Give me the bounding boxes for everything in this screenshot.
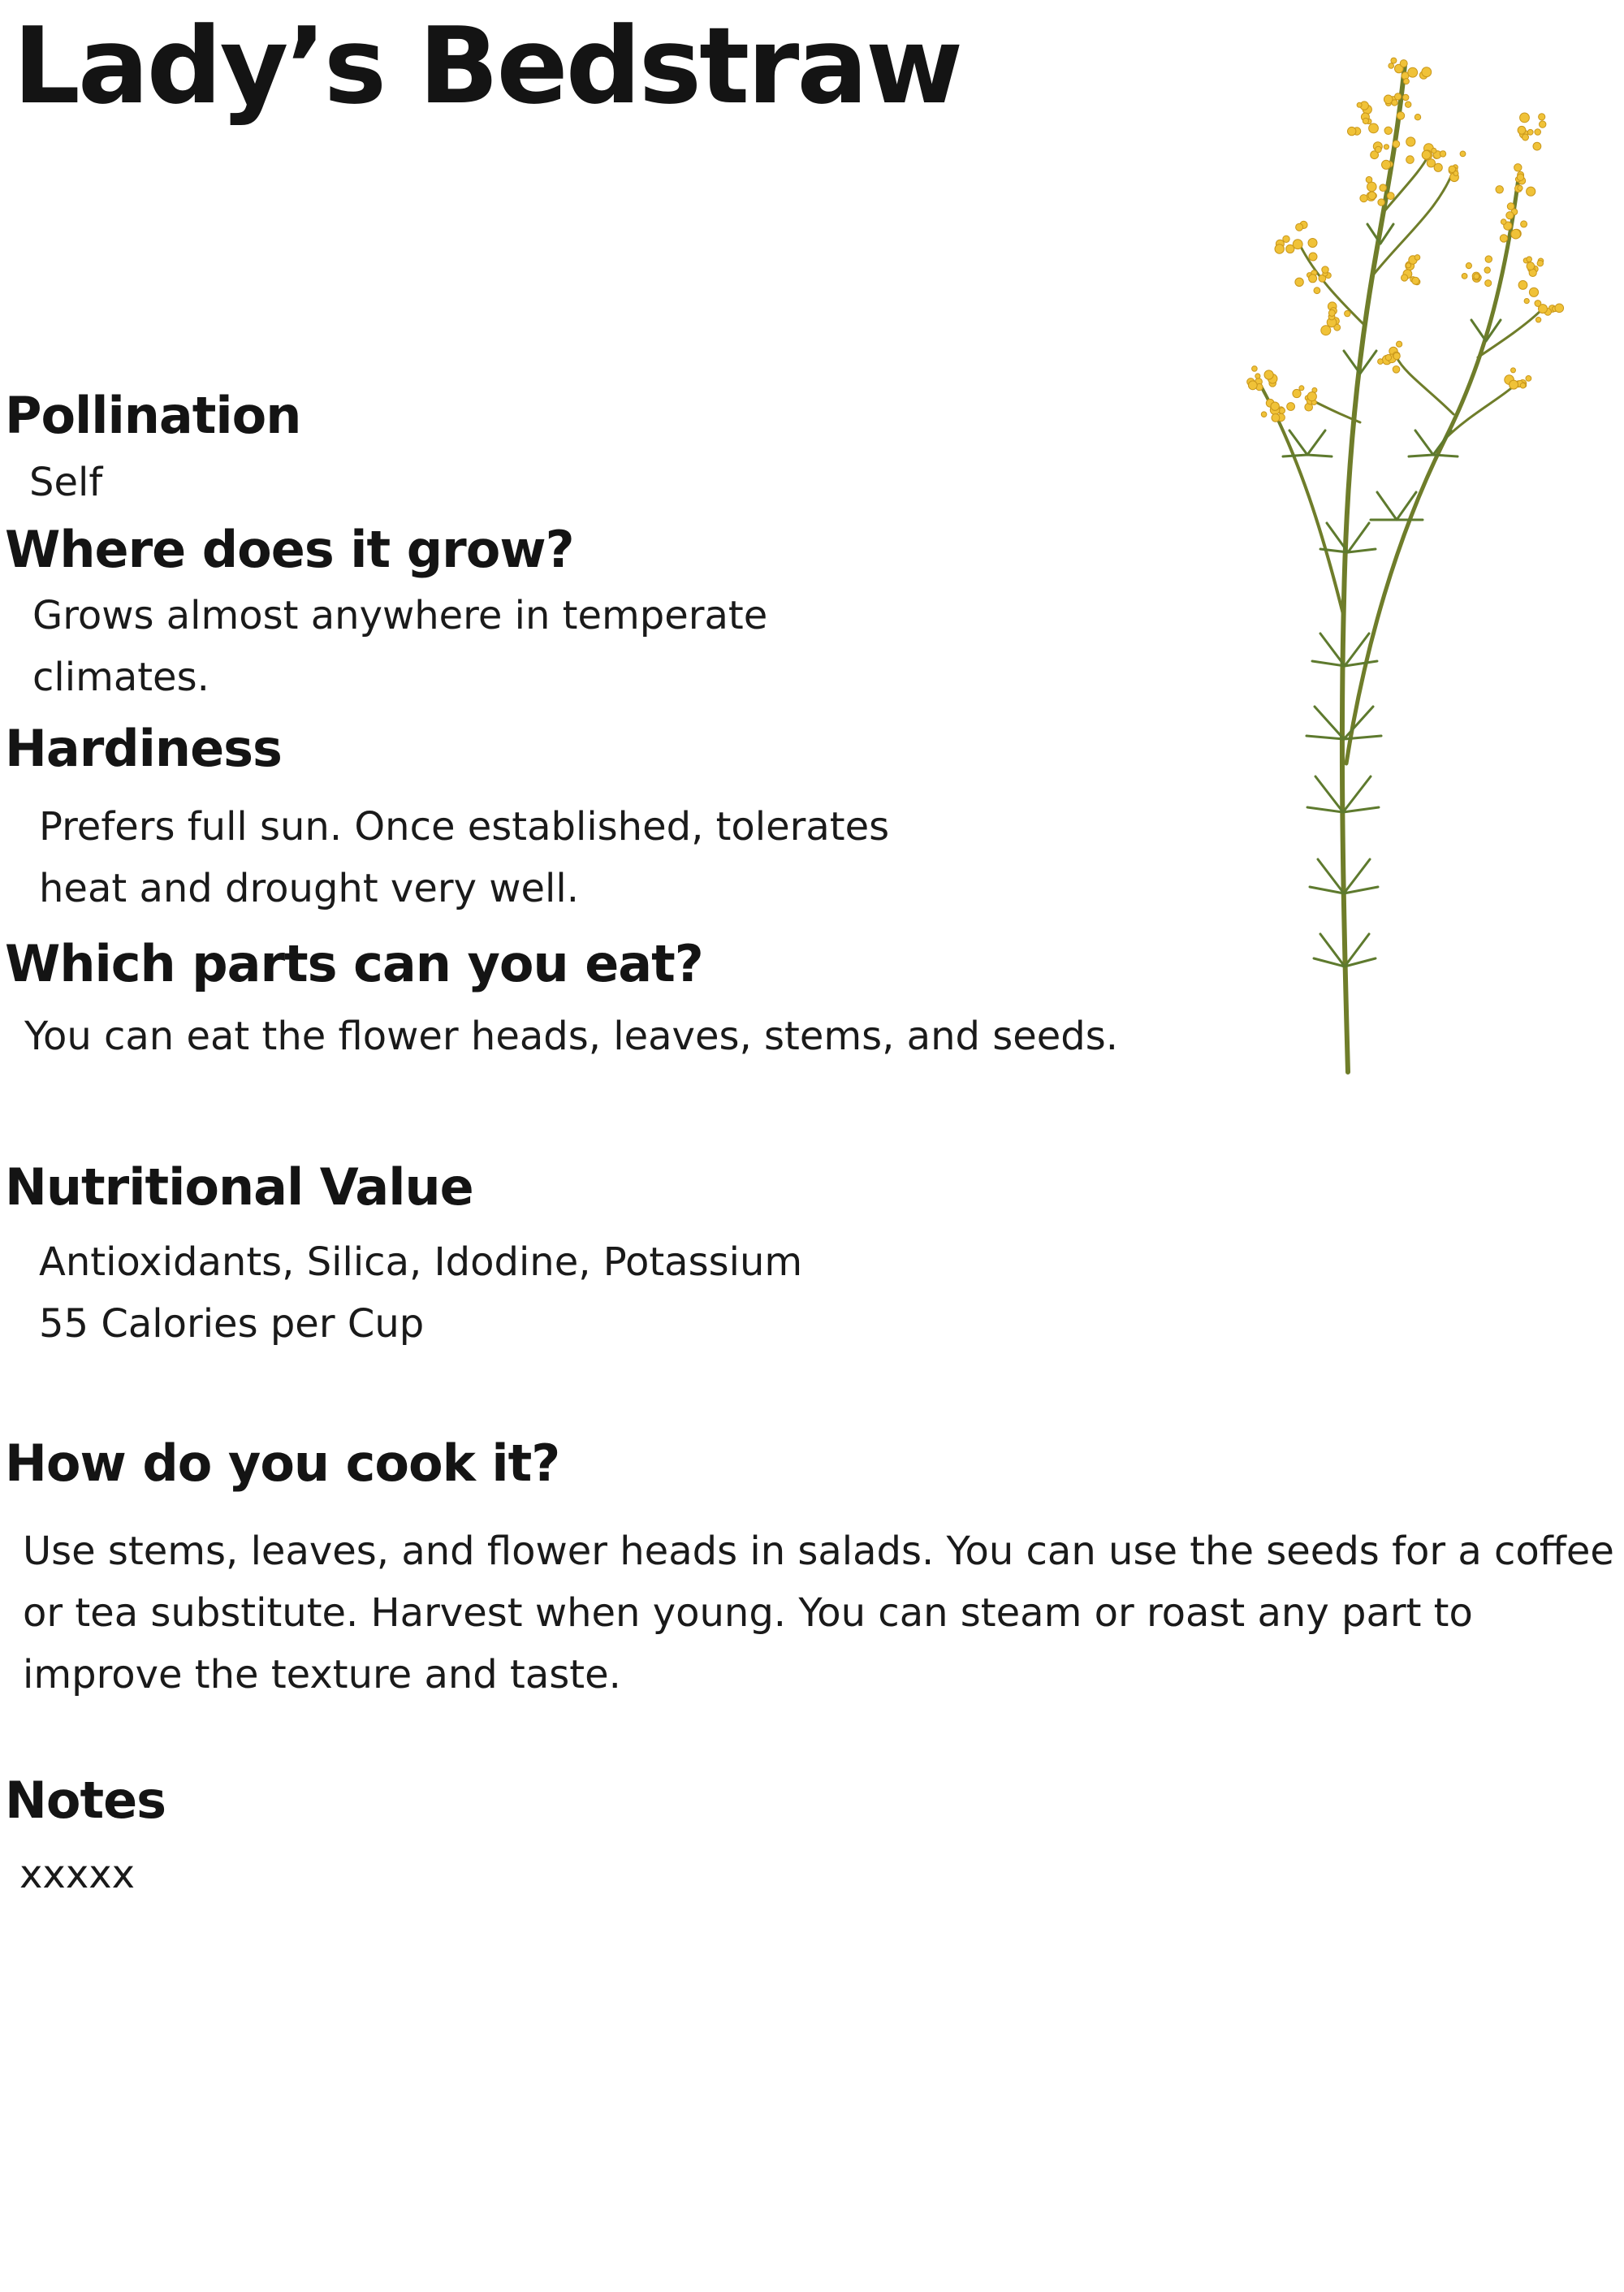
hardiness-text (39, 796, 889, 919)
flower-blossom (1540, 121, 1546, 128)
heading-nutrition: Nutritional Value (5, 1157, 473, 1217)
flower-blossom (1511, 229, 1521, 239)
flower-blossom (1403, 94, 1409, 100)
flower-blossom (1526, 376, 1531, 382)
flower-blossom (1466, 263, 1471, 269)
flower-blossom (1395, 93, 1402, 100)
flower-blossom (1500, 235, 1507, 242)
flower-blossom (1299, 386, 1304, 391)
flower-blossom (1415, 115, 1420, 120)
flower-blossom (1422, 67, 1432, 77)
where-grow-line: climates. (32, 655, 209, 700)
flower-blossom (1535, 301, 1541, 307)
flower-blossom (1539, 114, 1545, 120)
flower-blossom (1397, 341, 1402, 347)
flower-blossom (1527, 187, 1535, 196)
flower-blossom (1474, 274, 1479, 279)
flower-blossom (1366, 176, 1372, 183)
flower-blossom (1533, 142, 1541, 150)
flower-blossom (1255, 374, 1260, 378)
nutrition-text (39, 1231, 802, 1355)
flower-blossom (1261, 412, 1267, 417)
plant-image (1210, 32, 1583, 1088)
flower-blossom (1432, 148, 1436, 153)
where-grow-line: Grows almost anywhere in temperate (32, 593, 768, 638)
flower-blossom (1382, 160, 1391, 169)
flower-blossom (1555, 304, 1564, 313)
flower-blossom (1348, 127, 1356, 135)
flower-blossom (1393, 366, 1400, 374)
heading-edible-parts: Which parts can you eat? (5, 934, 703, 993)
flower-blossom (1345, 310, 1350, 316)
flower-blossom (1392, 100, 1397, 106)
nutrition-line: Antioxidants, Silica, Idodine, Potassium (39, 1239, 803, 1285)
flower-blossom (1529, 288, 1538, 296)
flower-blossom (1389, 63, 1394, 69)
flower-blossom (1357, 102, 1362, 107)
cooking-line: or tea substitute. Harvest when young. You can steam or roast any part to (23, 1590, 1473, 1636)
flower-blossom (1322, 266, 1328, 273)
flower-blossom (1360, 195, 1367, 202)
flower-blossom (1406, 102, 1411, 107)
flower-blossom (1412, 277, 1419, 284)
flower-blossom (1385, 355, 1391, 361)
flower-blossom (1501, 219, 1506, 225)
flower-blossom (1376, 146, 1382, 153)
flower-blossom (1363, 118, 1368, 123)
flower-blossom (1402, 275, 1408, 281)
flower-blossom (1484, 267, 1490, 273)
flower-blossom (1520, 113, 1530, 123)
heading-where-grow: Where does it grow? (5, 520, 574, 579)
flower-blossom (1380, 184, 1387, 192)
flower-blossom (1293, 240, 1302, 249)
flower-blossom (1514, 164, 1522, 171)
flower-blossom (1485, 256, 1492, 262)
flower-blossom (1517, 174, 1523, 180)
flower-blossom (1271, 402, 1279, 410)
flower-blossom (1507, 203, 1514, 210)
flower-blossom (1321, 326, 1331, 335)
flower-blossom (1527, 129, 1533, 135)
flower-blossom (1462, 274, 1467, 279)
flower-blossom (1460, 151, 1466, 157)
flower-blossom (1368, 192, 1376, 200)
flower-blossom (1485, 280, 1492, 287)
nutrition-line: 55 Calories per Cup (39, 1301, 425, 1347)
flower-blossom (1314, 288, 1320, 294)
page-title: Lady’s Bedstraw (13, 4, 961, 128)
cooking-line: improve the texture and taste. (23, 1652, 621, 1697)
flower-blossom (1275, 244, 1284, 253)
where-grow-text (32, 585, 767, 708)
flower-blossom (1535, 318, 1540, 322)
flower-blossom (1283, 236, 1289, 242)
flower-blossom (1369, 123, 1379, 133)
flower-blossom (1309, 253, 1317, 261)
edible-parts-text (24, 1005, 1118, 1067)
flower-blossom (1307, 392, 1316, 401)
flower-blossom (1520, 383, 1526, 388)
flower-blossom (1527, 262, 1535, 270)
flower-blossom (1440, 151, 1445, 157)
flower-blossom (1518, 281, 1527, 290)
flower-blossom (1510, 380, 1518, 389)
hardiness-line: Prefers full sun. Once established, tolerates (39, 804, 890, 850)
flower-blossom (1384, 127, 1392, 134)
flower-blossom (1496, 186, 1503, 193)
flower-blossom (1415, 255, 1420, 261)
flower-blossom (1422, 150, 1431, 159)
flower-blossom (1248, 381, 1257, 390)
flower-blossom (1524, 299, 1529, 304)
flower-blossom (1522, 134, 1529, 141)
edible-parts-line: You can eat the flower heads, leaves, stems, and seeds. (24, 1014, 1119, 1059)
flower-blossom (1378, 359, 1384, 365)
flower-blossom (1293, 389, 1301, 397)
notes-line: xxxxx (19, 1852, 136, 1897)
pollination-line: Self (29, 460, 103, 505)
flower-blossom (1295, 278, 1303, 286)
flower-blossom (1434, 163, 1442, 171)
flower-blossom (1400, 60, 1407, 67)
flower-blossom (1378, 199, 1384, 205)
flower-blossom (1408, 67, 1418, 77)
flower-blossom (1518, 126, 1526, 134)
flower-blossom (1367, 182, 1377, 192)
pollination-text (29, 452, 102, 513)
notes-text (19, 1844, 135, 1905)
flower-blossom (1296, 223, 1303, 231)
flower-blossom (1518, 185, 1522, 190)
flower-blossom (1308, 239, 1317, 248)
flower-blossom (1252, 366, 1258, 372)
heading-cooking: How do you cook it? (5, 1434, 560, 1493)
flower-blossom (1393, 141, 1400, 148)
heading-notes: Notes (5, 1771, 166, 1830)
flower-blossom (1387, 192, 1394, 200)
flower-blossom (1406, 137, 1415, 146)
flower-blossom (1521, 221, 1527, 227)
flower-blossom (1406, 156, 1415, 164)
flower-blossom (1406, 263, 1410, 268)
heading-pollination: Pollination (5, 386, 301, 445)
flower-blossom (1272, 414, 1280, 422)
flower-blossom (1391, 58, 1397, 63)
flower-blossom (1287, 403, 1295, 411)
flower-blossom (1309, 275, 1317, 283)
flower-blossom (1506, 212, 1514, 219)
flower-blossom (1527, 257, 1532, 262)
flower-blossom (1393, 352, 1400, 359)
flower-blossom (1384, 145, 1389, 149)
flower-blossom (1403, 79, 1409, 84)
heading-hardiness: Hardiness (5, 719, 282, 778)
flower-blossom (1328, 309, 1335, 316)
flower-blossom (1535, 129, 1541, 136)
flower-blossom (1397, 112, 1404, 119)
cooking-text (23, 1520, 1614, 1706)
flower-blossom (1449, 166, 1455, 172)
flower-blossom (1537, 261, 1543, 266)
flower-blossom (1511, 368, 1516, 373)
cooking-line: Use stems, leaves, and flower heads in salads. You can use the seeds for a coffee (23, 1529, 1614, 1574)
hardiness-line: heat and drought very well. (39, 866, 579, 911)
flower-blossom (1264, 370, 1273, 379)
